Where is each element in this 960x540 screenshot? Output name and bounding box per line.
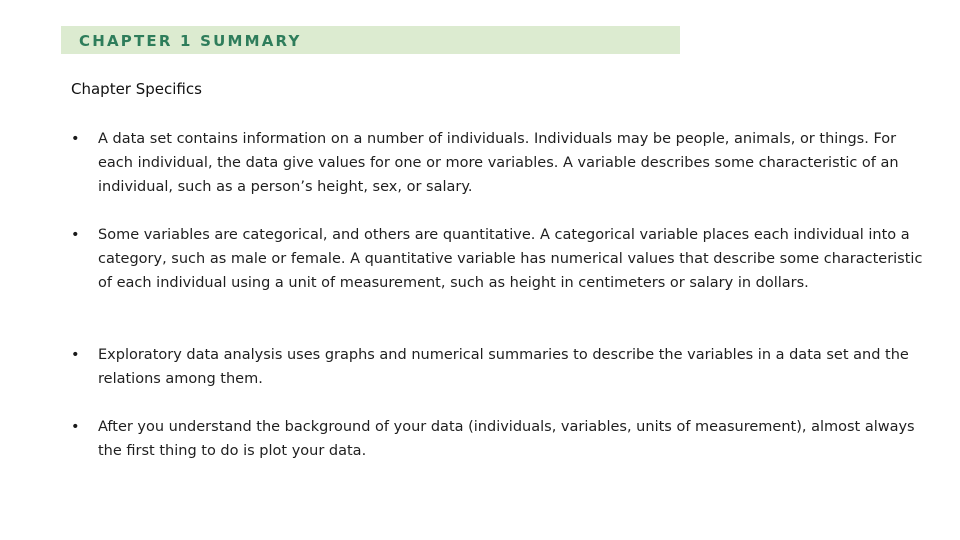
bullet-text: After you understand the background of your data (individuals, variables, units of measurement), almost always the first thing to do is plot your data. bbox=[98, 419, 915, 459]
chapter-title: CHAPTER 1 SUMMARY bbox=[79, 32, 302, 50]
bullet-marker: • bbox=[71, 131, 80, 147]
section-heading: Chapter Specifics bbox=[71, 80, 202, 98]
bullet-marker: • bbox=[71, 419, 80, 435]
chapter-banner bbox=[61, 26, 680, 54]
bullet-text: A data set contains information on a number of individuals. Individuals may be people, animals, or things. For each individual, the data give values for one or more variables. A variable describes some characteristic of an individual, such as a person’s height, sex, or salary. bbox=[98, 131, 899, 195]
bullet-marker: • bbox=[71, 347, 80, 363]
bullet-text: Exploratory data analysis uses graphs and numerical summaries to describe the variables in a data set and the relations among them. bbox=[98, 347, 909, 387]
bullet-text: Some variables are categorical, and others are quantitative. A categorical variable places each individual into a category, such as male or female. A quantitative variable has numerical values that describe some characteristic of each individual using a unit of measurement, such as height in centimeters or salary in dollars. bbox=[98, 227, 923, 291]
bullet-marker: • bbox=[71, 227, 80, 243]
